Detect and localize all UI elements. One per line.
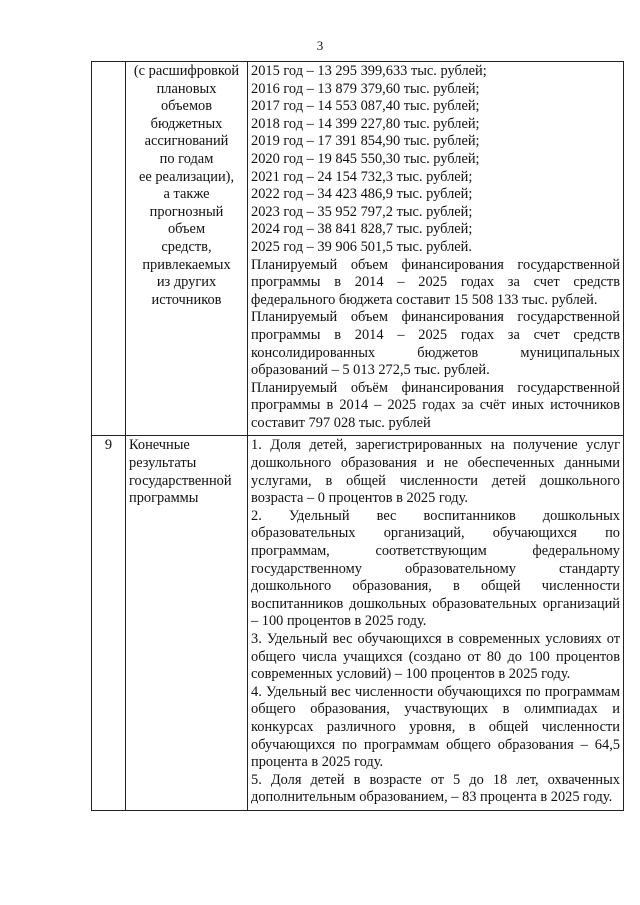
table-row-results: [92, 436, 624, 810]
passport-table: [91, 61, 624, 811]
label-line: привлекаемых: [142, 256, 231, 273]
year-allocation: 2022 год – 34 423 486,9 тыс. рублей;: [251, 186, 473, 203]
funding-paragraph-municipal: Планируемый объем финансирования государственной программы в 2014 – 2025 годах за счет средств консолидированных бюджетов муниципальных образований – 5 013 272,5 тыс. рублей.: [251, 309, 620, 379]
label-line: (с расшифровкой: [133, 63, 240, 79]
label-line: а также: [163, 186, 210, 203]
page-number: 3: [316, 38, 324, 53]
result-item: 3. Удельный вес обучающихся в современных условиях от общего числа учащихся (создано от 80 до 100 процентов современных условий) – 100 процентов в 2025 году.: [251, 631, 620, 683]
label-line: средств,: [161, 238, 212, 255]
label-line: ее реализации),: [138, 168, 235, 185]
funding-paragraph-federal: Планируемый объем финансирования государственной программы в 2014 – 2025 годах за счет средств федерального бюджета составит 15 508 133 тыс. рублей.: [251, 256, 620, 308]
label-line: программы: [129, 490, 199, 507]
row-number-cell: 9: [92, 436, 126, 810]
result-item: 5. Доля детей в возрасте от 5 до 18 лет, охваченных дополнительным образованием, – 83 процента в 2025 году.: [251, 771, 620, 806]
year-allocation: 2021 год – 24 154 732,3 тыс. рублей;: [251, 168, 473, 185]
label-line: источников: [151, 291, 222, 308]
year-allocation: 2025 год – 39 906 501,5 тыс. рублей.: [251, 238, 472, 255]
year-allocation: 2017 год – 14 553 087,40 тыс. рублей;: [251, 98, 480, 115]
row-label-funding: [126, 62, 248, 436]
year-allocation: 2019 год – 17 391 854,90 тыс. рублей;: [251, 133, 480, 150]
label-line: из других: [156, 274, 217, 291]
year-allocation: 2023 год – 35 952 797,2 тыс. рублей;: [251, 203, 473, 220]
row-label-results: [126, 436, 248, 810]
year-allocation: 2015 год – 13 295 399,633 тыс. рублей;: [251, 63, 487, 79]
table-row-funding: [92, 62, 624, 436]
result-item: 1. Доля детей, зарегистрированных на получение услуг дошкольного образования и не обеспеченных данными услугами, в общей численности детей дошкольного возраста – 0 процентов в 2025 году.: [251, 437, 620, 507]
label-line: ассигнований: [144, 133, 229, 150]
result-item: 4. Удельный вес численности обучающихся по программам общего образования, участвующих в олимпиадах и конкурсах различного уровня, в общей численности обучающихся по программам общего образования – 64,5 процента в 2025 году.: [251, 683, 620, 771]
label-line: плановых: [156, 80, 217, 97]
year-allocation: 2020 год – 19 845 550,30 тыс. рублей;: [251, 150, 480, 167]
row-body-funding: [248, 62, 624, 436]
label-line: результаты: [129, 455, 197, 472]
label-line: по годам: [159, 150, 214, 167]
label-line: объем: [167, 221, 206, 238]
year-allocation: 2018 год – 14 399 227,80 тыс. рублей;: [251, 115, 480, 132]
label-line: государственной: [129, 472, 232, 489]
row-number-cell: [92, 62, 126, 436]
row-body-results: [248, 436, 624, 810]
year-allocation: 2016 год – 13 879 379,60 тыс. рублей;: [251, 80, 480, 97]
label-line: объемов: [160, 98, 213, 115]
label-line: Конечные: [129, 437, 190, 454]
label-line: прогнозный: [149, 203, 224, 220]
result-item: 2. Удельный вес воспитанников дошкольных образовательных организаций, обучающихся по программам, соответствующим федеральному государственному образовательному стандарту дошкольного образования, в общей численности воспитанников дошкольных образовательных организаций – 100 процентов в 2025 году.: [251, 507, 620, 630]
year-allocation: 2024 год – 38 841 828,7 тыс. рублей;: [251, 221, 473, 238]
label-line: бюджетных: [150, 115, 223, 132]
funding-paragraph-other: Планируемый объём финансирования государственной программы в 2014 – 2025 годах за счёт иных источников составит 797 028 тыс. рублей: [251, 379, 620, 431]
